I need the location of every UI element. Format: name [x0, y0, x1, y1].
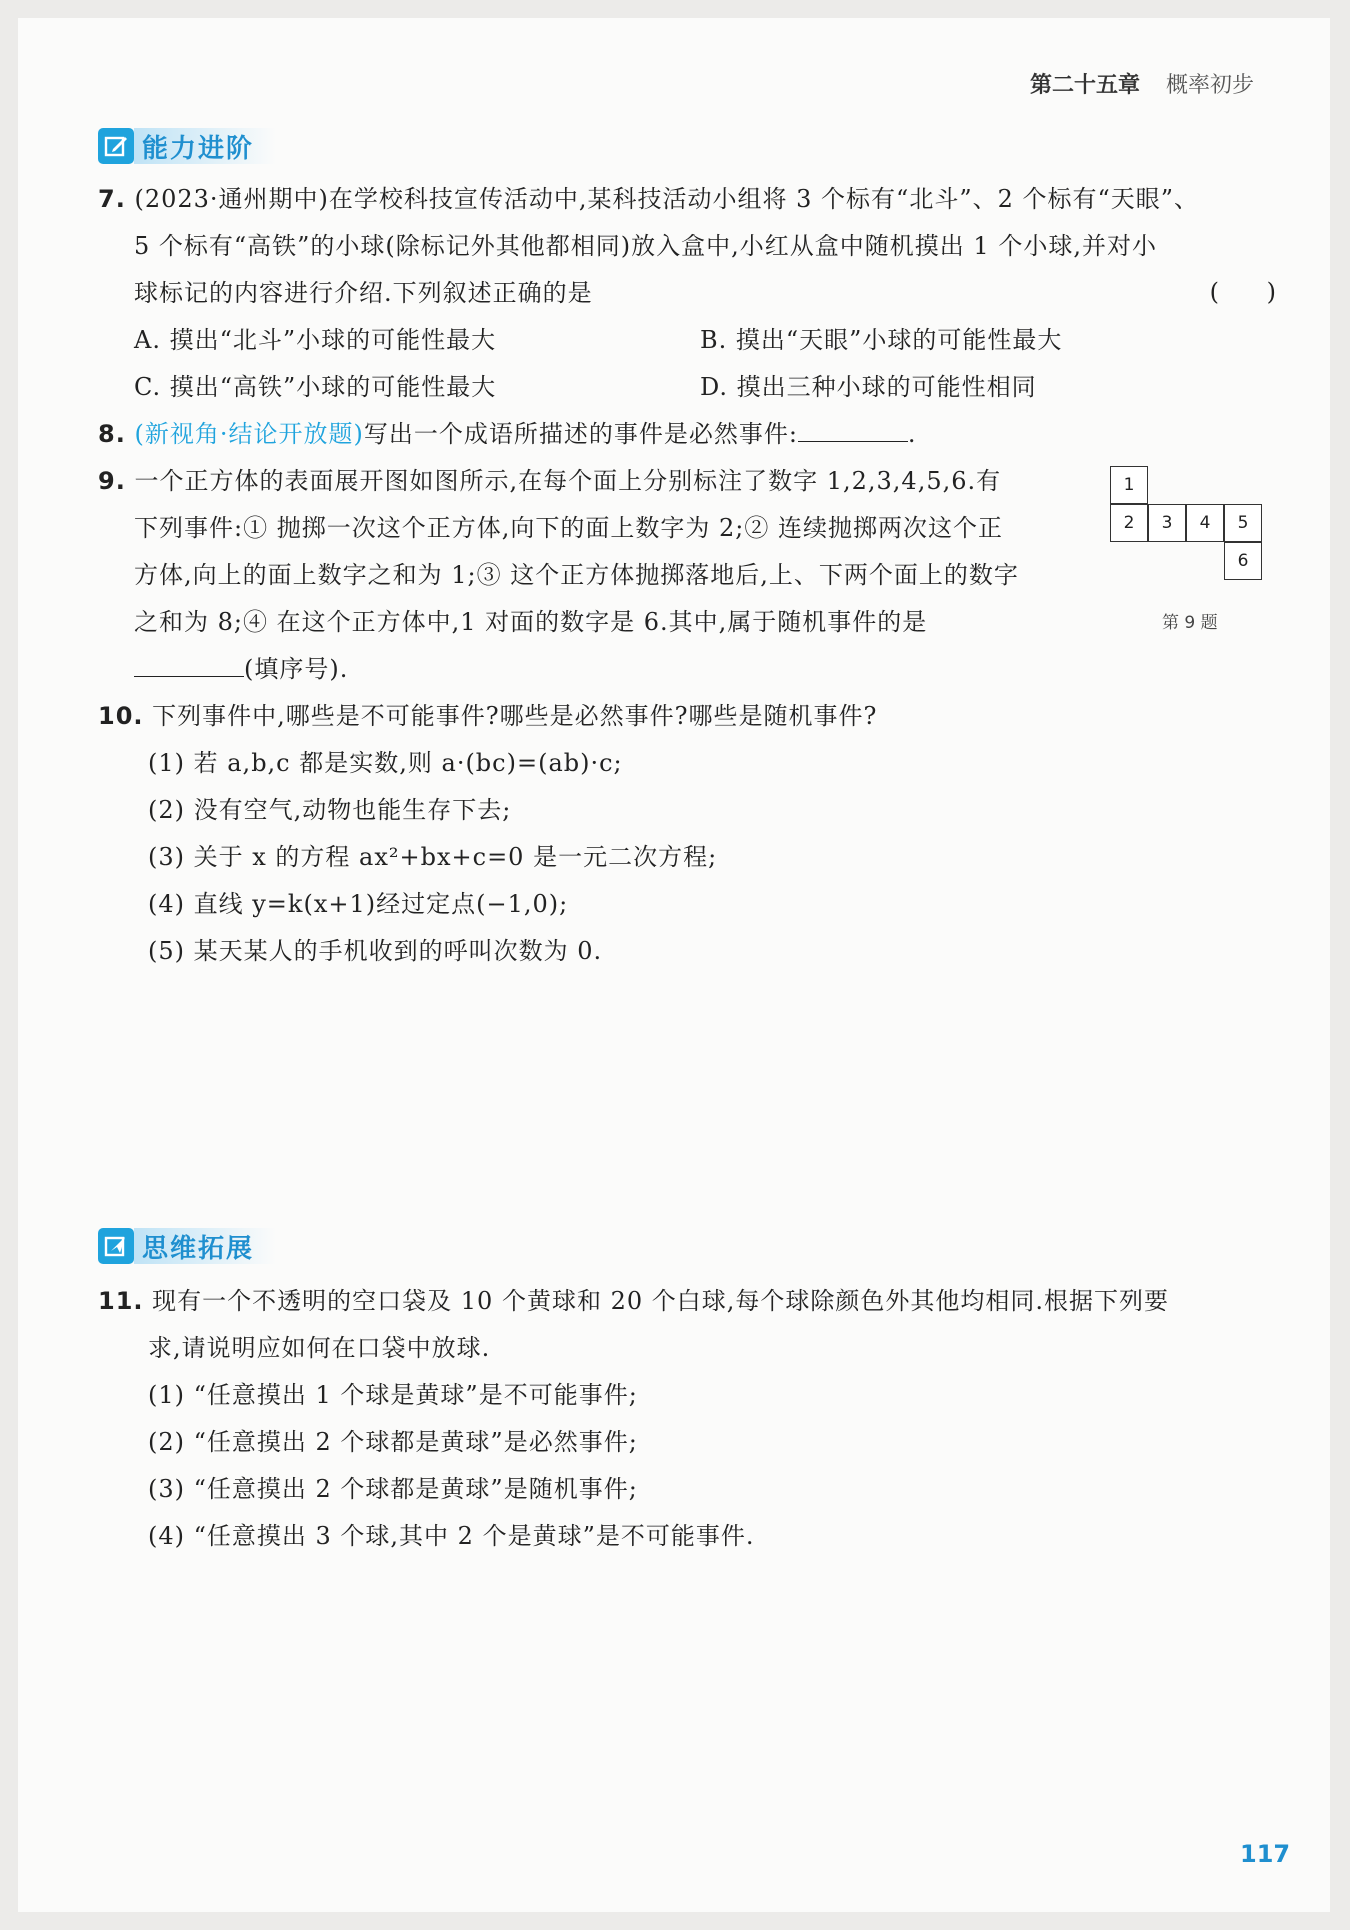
net-face: 2 — [1110, 504, 1148, 542]
question-number: 11. — [98, 1287, 144, 1315]
question-11-item: (2) “任意摸出 2 个球都是黄球”是必然事件; — [148, 1428, 638, 1456]
question-9-line-2: 下列事件:① 抛掷一次这个正方体,向下的面上数字为 2;② 连续抛掷两次这个正 — [134, 514, 1003, 542]
question-9-line-3: 方体,向上的面上数字之和为 1;③ 这个正方体抛掷落地后,上、下两个面上的数字 — [134, 561, 1019, 589]
question-number: 8. — [98, 420, 126, 448]
net-face: 4 — [1186, 504, 1224, 542]
net-face: 3 — [1148, 504, 1186, 542]
section-title: 思维拓展 — [134, 1228, 276, 1264]
section-title: 能力进阶 — [134, 128, 276, 164]
chapter-header — [1030, 68, 1254, 99]
option-d: D. 摸出三种小球的可能性相同 — [700, 373, 1037, 401]
question-number: 7. — [98, 185, 126, 213]
question-number: 10. — [98, 702, 144, 730]
option-a: A. 摸出“北斗”小球的可能性最大 — [134, 326, 497, 354]
question-11-item: (4) “任意摸出 3 个球,其中 2 个是黄球”是不可能事件. — [148, 1522, 755, 1550]
section-banner-advance — [98, 126, 276, 166]
chapter-title: 概率初步 — [1166, 73, 1255, 98]
answer-blank — [134, 654, 244, 677]
question-8: 8. (新视角·结论开放题)写出一个成语所描述的事件是必然事件: . — [98, 420, 917, 448]
cube-net-diagram — [1110, 466, 1270, 586]
pencil-icon — [98, 128, 134, 164]
net-face: 1 — [1110, 466, 1148, 504]
question-10-item: (2) 没有空气,动物也能生存下去; — [148, 796, 512, 824]
question-10-item: (5) 某天某人的手机收到的呼叫次数为 0. — [148, 937, 603, 965]
question-7-line-1: 7. (2023·通州期中)在学校科技宣传活动中,某科技活动小组将 3 个标有“北斗”、2 个标有“天眼”、 — [98, 185, 1200, 213]
section-banner-extend — [98, 1226, 276, 1266]
question-10-stem: 10. 下列事件中,哪些是不可能事件?哪些是必然事件?哪些是随机事件? — [98, 702, 878, 730]
chapter-number: 第二十五章 — [1030, 73, 1141, 98]
question-10-item: (4) 直线 y=k(x+1)经过定点(−1,0); — [148, 890, 569, 918]
question-tag: (新视角·结论开放题) — [134, 420, 364, 448]
question-11-line-1: 11. 现有一个不透明的空口袋及 10 个黄球和 20 个白球,每个球除颜色外其他均相同.根据下列要 — [98, 1287, 1170, 1315]
net-face: 5 — [1224, 504, 1262, 542]
question-10-item: (3) 关于 x 的方程 ax²+bx+c=0 是一元二次方程; — [148, 843, 718, 871]
option-b: B. 摸出“天眼”小球的可能性最大 — [700, 326, 1063, 354]
question-number: 9. — [98, 467, 126, 495]
net-face: 6 — [1224, 542, 1262, 580]
figure-caption: 第 9 题 — [1162, 613, 1218, 633]
question-11-item: (3) “任意摸出 2 个球都是黄球”是随机事件; — [148, 1475, 638, 1503]
question-10-item: (1) 若 a,b,c 都是实数,则 a·(bc)=(ab)·c; — [148, 749, 623, 777]
rocket-icon — [98, 1228, 134, 1264]
answer-parentheses: ( ) — [1209, 278, 1276, 306]
question-9-line-4: 之和为 8;④ 在这个正方体中,1 对面的数字是 6.其中,属于随机事件的是 — [134, 608, 928, 636]
answer-blank — [798, 419, 908, 442]
question-9-line-5: (填序号). — [134, 654, 348, 684]
question-9-line-1: 9. 一个正方体的表面展开图如图所示,在每个面上分别标注了数字 1,2,3,4,5,6.有 — [98, 467, 1002, 495]
question-7-line-3: 球标记的内容进行介绍.下列叙述正确的是 — [134, 279, 593, 307]
page-number: 117 — [1240, 1840, 1291, 1868]
question-11-line-2: 求,请说明应如何在口袋中放球. — [148, 1334, 491, 1362]
question-7-line-2: 5 个标有“高铁”的小球(除标记外其他都相同)放入盒中,小红从盒中随机摸出 1 个小球,并对小 — [134, 232, 1157, 260]
option-c: C. 摸出“高铁”小球的可能性最大 — [134, 373, 497, 401]
question-11-item: (1) “任意摸出 1 个球是黄球”是不可能事件; — [148, 1381, 638, 1409]
